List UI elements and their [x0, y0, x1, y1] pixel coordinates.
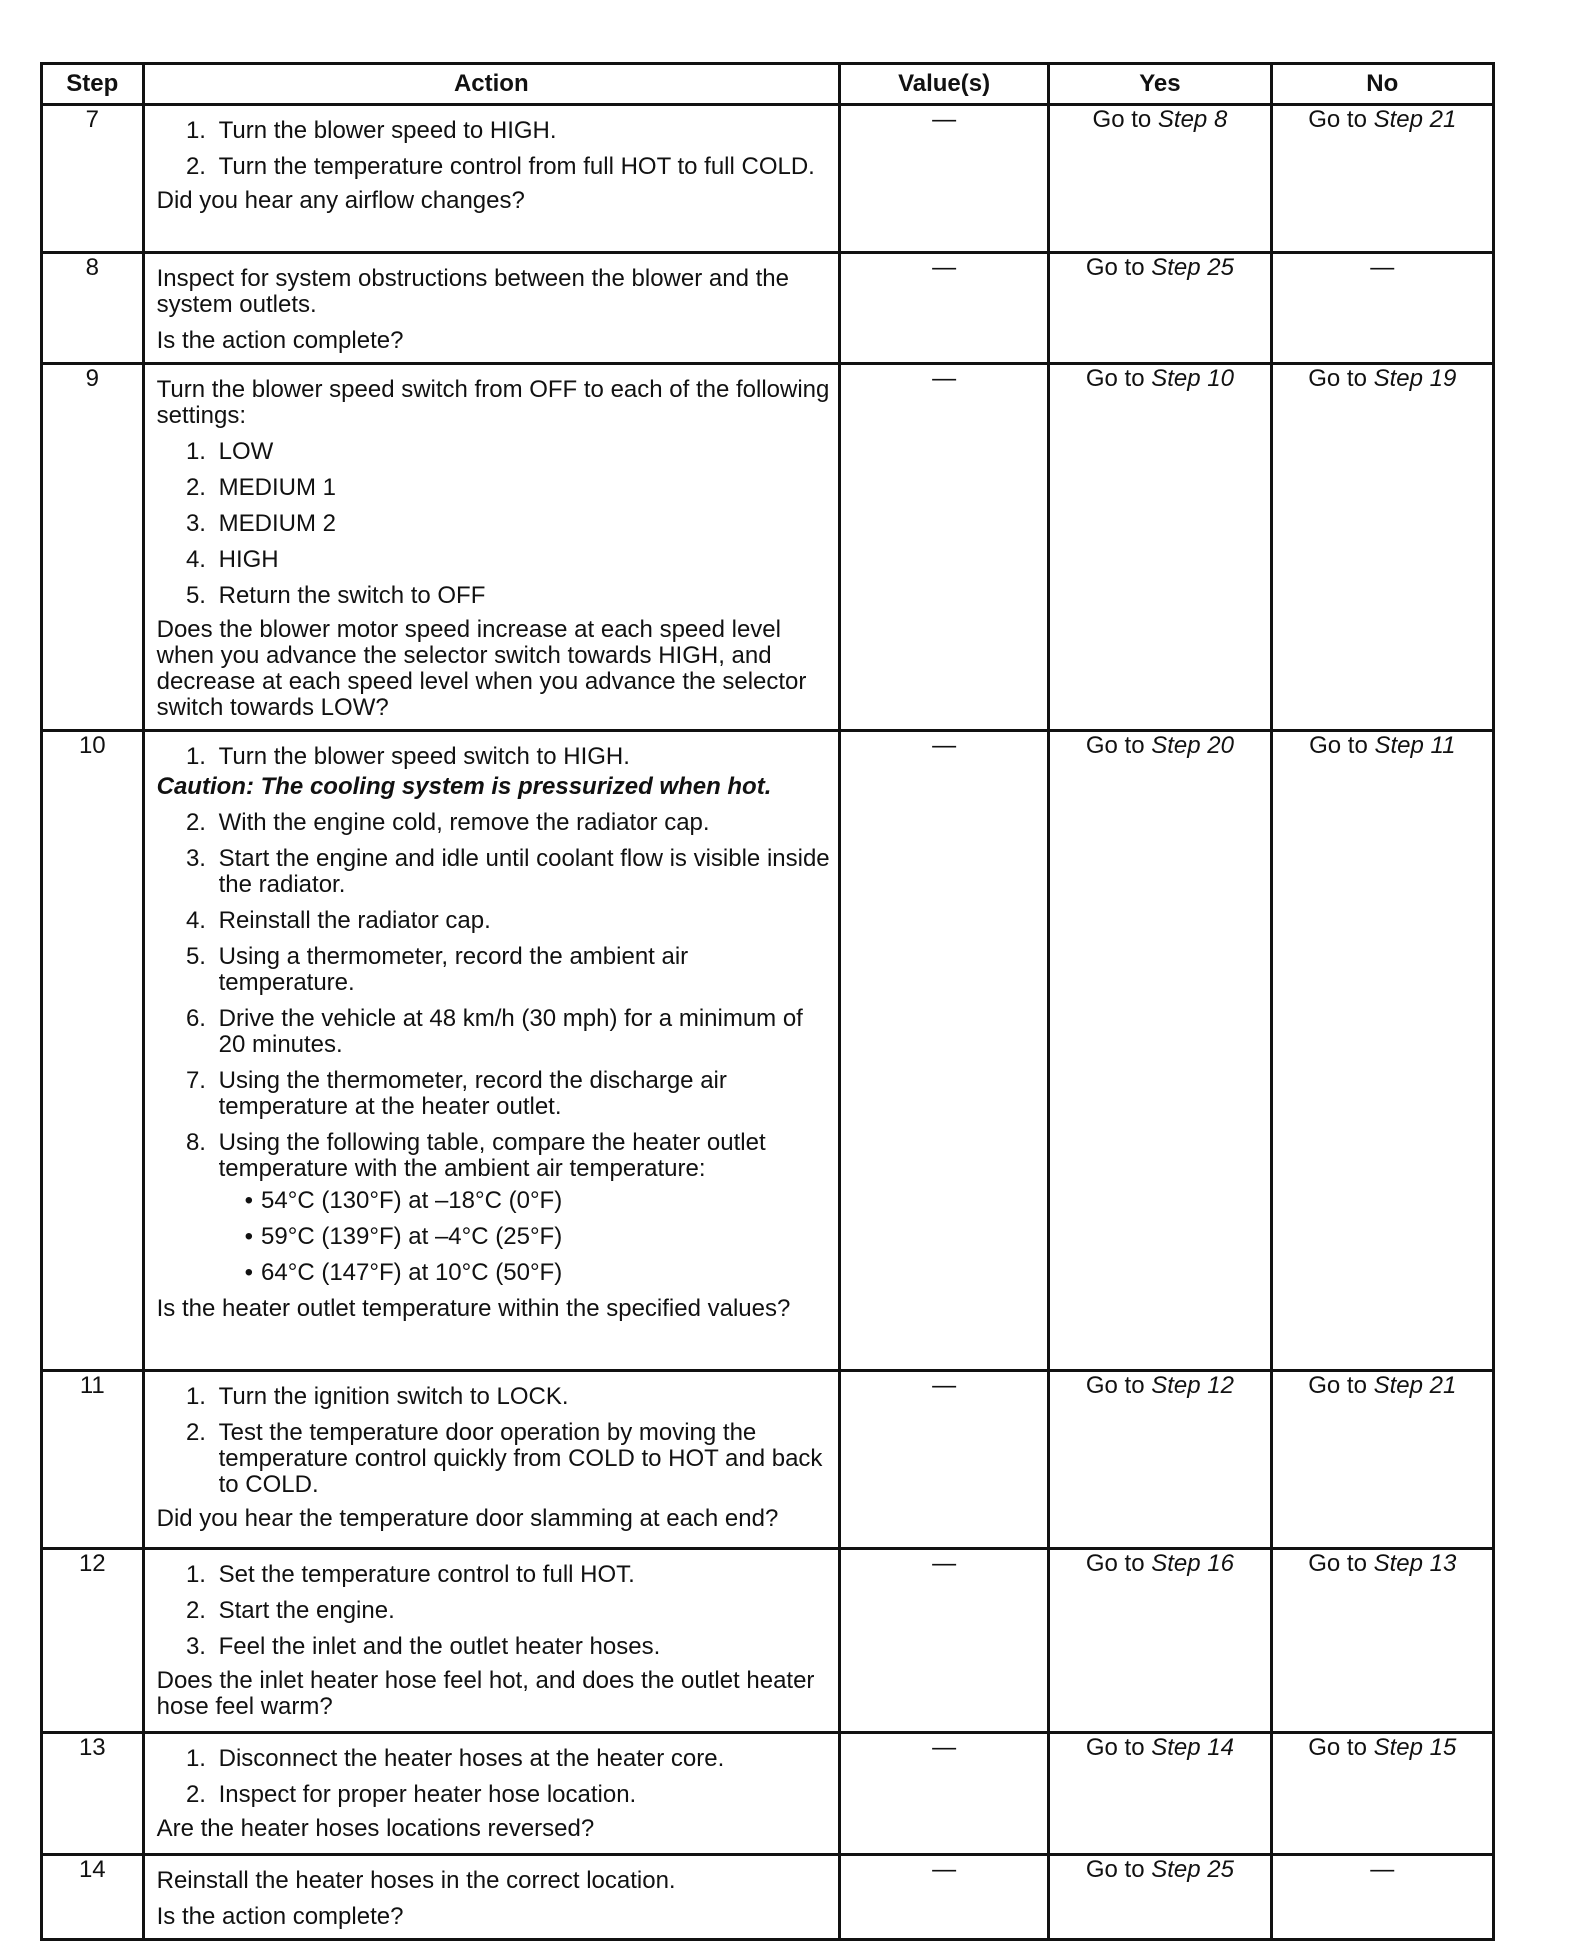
value-cell: — — [839, 1733, 1048, 1855]
no-cell: — — [1271, 253, 1493, 364]
caution-note: Caution: The cooling system is pressurized when hot. — [156, 773, 772, 800]
table-row-step-10 — [42, 731, 1494, 1371]
table-row-step-12 — [42, 1549, 1494, 1733]
yes-cell — [1049, 1371, 1271, 1549]
step-number: 14 — [42, 1855, 144, 1940]
yes-cell — [1049, 253, 1271, 364]
step-link[interactable] — [1374, 1550, 1457, 1577]
step-link[interactable] — [1374, 1372, 1457, 1399]
step-number: 9 — [42, 364, 144, 731]
yes-cell — [1049, 731, 1271, 1371]
action-list — [157, 1562, 830, 1660]
value-cell: — — [839, 1549, 1048, 1733]
list-item-text: Using the following table, compare the heater outlet temperature with the ambient air temperature: — [218, 1129, 766, 1182]
yes-cell — [1049, 105, 1271, 253]
list-item: 2. Test the temperature door operation by moving the temperature control quickly from COLD to HOT and back to COLD. — [213, 1420, 830, 1498]
go-to-label: Go to — [1085, 254, 1145, 281]
step-target: 12 — [1207, 1372, 1234, 1399]
step-link[interactable] — [1158, 106, 1227, 133]
step-link[interactable] — [1151, 1372, 1234, 1399]
go-to-label: Go to — [1308, 365, 1367, 392]
action-question: Is the action complete? — [156, 327, 404, 354]
step-word: Step — [1151, 365, 1201, 392]
step-link[interactable] — [1151, 1856, 1234, 1883]
step-word: Step — [1151, 1372, 1201, 1399]
list-item: 3. Start the engine and idle until coolant flow is visible inside the radiator. — [213, 846, 830, 898]
no-cell — [1271, 1549, 1493, 1733]
action-cell — [143, 253, 839, 364]
step-link[interactable] — [1374, 106, 1457, 133]
step-target: 16 — [1207, 1550, 1234, 1577]
step-target: 13 — [1429, 1550, 1457, 1577]
step-number: 8 — [42, 253, 144, 364]
action-list — [157, 744, 830, 770]
action-list — [157, 439, 830, 609]
bullet-item: • 59°C (139°F) at –4°C (25°F) — [239, 1224, 830, 1250]
action-intro: Reinstall the heater hoses in the correct location. — [156, 1867, 676, 1894]
header-action: Action — [143, 64, 839, 105]
step-target: 14 — [1207, 1734, 1234, 1761]
no-cell — [1271, 364, 1493, 731]
value-cell: — — [839, 731, 1048, 1371]
action-cell — [143, 1371, 839, 1549]
action-question: Does the inlet heater hose feel hot, and does the outlet heater hose feel warm? — [156, 1667, 815, 1720]
temperature-list — [219, 1188, 830, 1286]
table-row-step-9 — [42, 364, 1494, 731]
step-word: Step — [1373, 1550, 1423, 1577]
table-row-step-8 — [42, 253, 1494, 364]
yes-cell — [1049, 1549, 1271, 1733]
go-to-label: Go to — [1085, 1856, 1145, 1883]
go-to-label: Go to — [1308, 1734, 1367, 1761]
action-question: Is the heater outlet temperature within the specified values? — [156, 1295, 791, 1322]
go-to-label: Go to — [1085, 1734, 1145, 1761]
step-number: 13 — [42, 1733, 144, 1855]
list-item: 5. Return the switch to OFF — [213, 583, 830, 609]
yes-cell — [1049, 364, 1271, 731]
step-word: Step — [1373, 365, 1423, 392]
step-link[interactable] — [1151, 254, 1234, 281]
action-intro: Inspect for system obstructions between the blower and the system outlets. — [156, 265, 789, 318]
step-link[interactable] — [1151, 1550, 1234, 1577]
action-cell — [143, 1549, 839, 1733]
step-target: 10 — [1207, 365, 1234, 392]
bullet-item: • 54°C (130°F) at –18°C (0°F) — [239, 1188, 830, 1214]
table-row-step-14 — [42, 1855, 1494, 1940]
step-number: 7 — [42, 105, 144, 253]
action-list — [157, 810, 830, 1286]
step-link[interactable] — [1375, 732, 1456, 759]
list-item: 2. Inspect for proper heater hose location. — [213, 1782, 830, 1808]
step-word: Step — [1373, 106, 1423, 133]
list-item: 6. Drive the vehicle at 48 km/h (30 mph) for a minimum of 20 minutes. — [213, 1006, 830, 1058]
no-cell: — — [1271, 1855, 1493, 1940]
list-item: 3. MEDIUM 2 — [213, 511, 830, 537]
yes-cell — [1049, 1855, 1271, 1940]
list-item: 1. Turn the blower speed to HIGH. — [213, 118, 830, 144]
table-row-step-13 — [42, 1733, 1494, 1855]
no-cell — [1271, 105, 1493, 253]
step-target: 25 — [1207, 1856, 1234, 1883]
step-target: 11 — [1430, 732, 1456, 759]
action-list — [157, 1384, 830, 1498]
list-item: 4. HIGH — [213, 547, 830, 573]
list-item: 5. Using a thermometer, record the ambient air temperature. — [213, 944, 830, 996]
step-target: 20 — [1207, 732, 1234, 759]
go-to-label: Go to — [1308, 106, 1367, 133]
step-word: Step — [1151, 1856, 1201, 1883]
header-values: Value(s) — [839, 64, 1048, 105]
step-number: 11 — [42, 1371, 144, 1549]
step-word: Step — [1373, 1372, 1423, 1399]
go-to-label: Go to — [1085, 1550, 1145, 1577]
action-question: Did you hear any airflow changes? — [156, 187, 525, 214]
list-item — [213, 1130, 830, 1286]
action-question: Is the action complete? — [156, 1903, 404, 1930]
action-question: Did you hear the temperature door slamming at each end? — [156, 1505, 779, 1532]
step-link[interactable] — [1151, 732, 1234, 759]
step-link[interactable] — [1151, 1734, 1234, 1761]
yes-cell — [1049, 1733, 1271, 1855]
step-word: Step — [1151, 254, 1201, 281]
step-target: 19 — [1429, 365, 1457, 392]
header-row — [42, 64, 1494, 105]
step-number: 10 — [42, 731, 144, 1371]
go-to-label: Go to — [1308, 1550, 1367, 1577]
list-item: 2. Turn the temperature control from full HOT to full COLD. — [213, 154, 830, 180]
step-target: 15 — [1429, 1734, 1457, 1761]
bullet-item: • 64°C (147°F) at 10°C (50°F) — [239, 1260, 830, 1286]
action-question: Does the blower motor speed increase at each speed level when you advance the selector switch towards HIGH, and decrease at each speed level when you advance the selector switch towards LOW? — [156, 616, 807, 721]
step-word: Step — [1151, 1734, 1201, 1761]
header-step: Step — [42, 64, 144, 105]
value-cell: — — [839, 1855, 1048, 1940]
list-item: 2. With the engine cold, remove the radiator cap. — [213, 810, 830, 836]
step-word: Step — [1373, 1734, 1423, 1761]
table-row-step-7 — [42, 105, 1494, 253]
action-cell — [143, 1855, 839, 1940]
action-cell — [143, 731, 839, 1371]
value-cell: — — [839, 253, 1048, 364]
go-to-label: Go to — [1085, 365, 1145, 392]
step-link[interactable] — [1151, 365, 1234, 392]
action-list — [157, 1746, 830, 1808]
list-item: 1. LOW — [213, 439, 830, 465]
action-cell — [143, 364, 839, 731]
go-to-label: Go to — [1085, 732, 1145, 759]
list-item: 3. Feel the inlet and the outlet heater hoses. — [213, 1634, 830, 1660]
value-cell: — — [839, 364, 1048, 731]
diagnostic-table — [40, 62, 1495, 1941]
step-link[interactable] — [1374, 1734, 1457, 1761]
no-cell — [1271, 1371, 1493, 1549]
go-to-label: Go to — [1309, 732, 1368, 759]
header-yes: Yes — [1049, 64, 1271, 105]
step-word: Step — [1151, 1550, 1201, 1577]
step-target: 8 — [1213, 106, 1228, 133]
list-item: 1. Disconnect the heater hoses at the heater core. — [213, 1746, 830, 1772]
list-item: 4. Reinstall the radiator cap. — [213, 908, 830, 934]
table-row-step-11 — [42, 1371, 1494, 1549]
step-number: 12 — [42, 1549, 144, 1733]
step-link[interactable] — [1374, 365, 1457, 392]
list-item: 1. Set the temperature control to full HOT. — [213, 1562, 830, 1588]
action-question: Are the heater hoses locations reversed? — [156, 1815, 595, 1842]
step-target: 25 — [1207, 254, 1234, 281]
step-word: Step — [1374, 732, 1424, 759]
no-cell — [1271, 1733, 1493, 1855]
action-cell — [143, 105, 839, 253]
step-target: 21 — [1429, 106, 1457, 133]
list-item: 2. MEDIUM 1 — [213, 475, 830, 501]
value-cell: — — [839, 105, 1048, 253]
step-target: 21 — [1429, 1372, 1457, 1399]
no-cell — [1271, 731, 1493, 1371]
list-item: 2. Start the engine. — [213, 1598, 830, 1624]
go-to-label: Go to — [1085, 1372, 1145, 1399]
list-item: 7. Using the thermometer, record the discharge air temperature at the heater outlet. — [213, 1068, 830, 1120]
step-word: Step — [1151, 732, 1201, 759]
action-intro: Turn the blower speed switch from OFF to each of the following settings: — [156, 376, 830, 429]
list-item: 1. Turn the ignition switch to LOCK. — [213, 1384, 830, 1410]
go-to-label: Go to — [1092, 106, 1152, 133]
list-item: 1. Turn the blower speed switch to HIGH. — [213, 744, 830, 770]
step-word: Step — [1157, 106, 1208, 133]
value-cell: — — [839, 1371, 1048, 1549]
action-list — [157, 118, 830, 180]
action-cell — [143, 1733, 839, 1855]
go-to-label: Go to — [1308, 1372, 1367, 1399]
header-no: No — [1271, 64, 1493, 105]
